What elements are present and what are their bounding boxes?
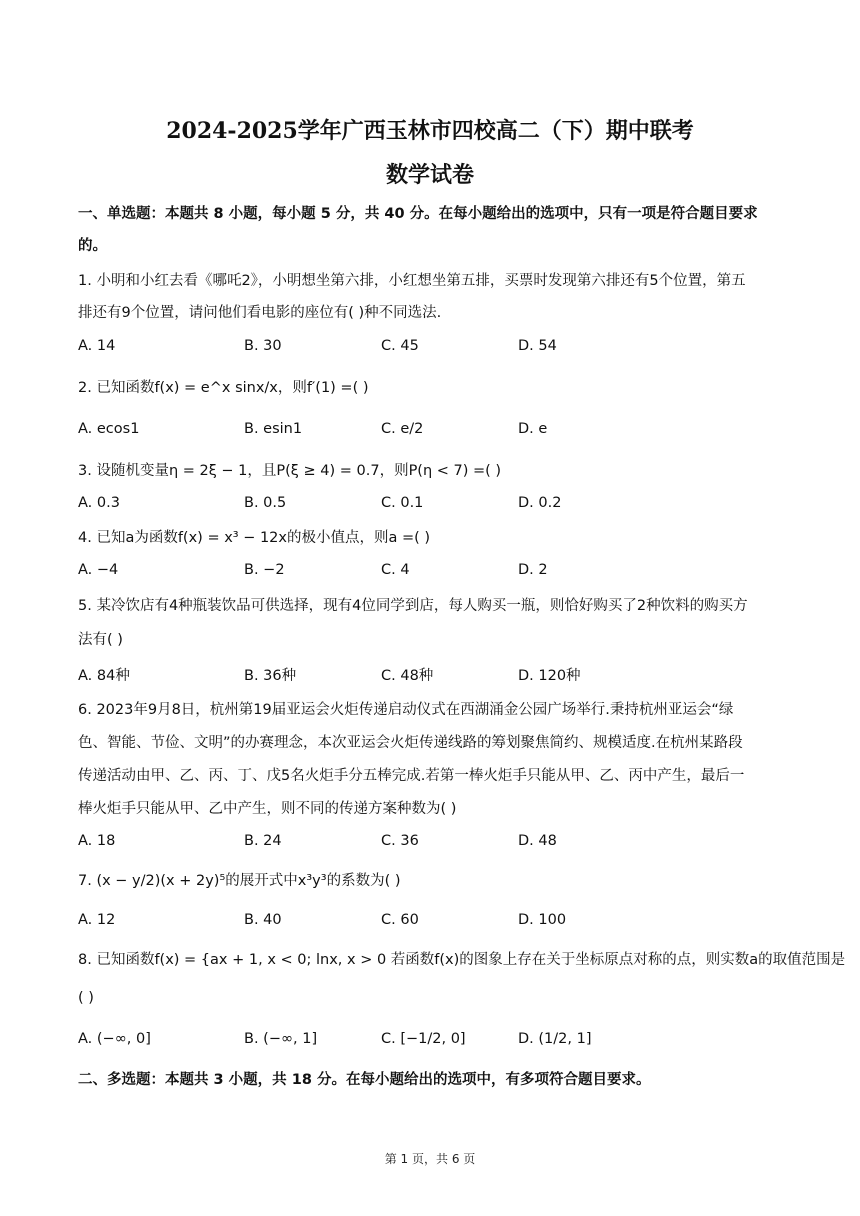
q5-option-b: B. 36种 [244,668,297,684]
q4-option-b: B. −2 [244,562,285,578]
section1-heading-line2: 的。 [78,238,107,254]
q7-option-a: A. 12 [78,912,116,928]
q6-line4: 棒火炬手只能从甲、乙中产生，则不同的传递方案种数为( ) [78,801,457,817]
q7-option-d: D. 100 [518,912,567,928]
q8-line1: 8. 已知函数f(x) = {ax + 1, x < 0; lnx, x > 0 若函数f(x)的图象上存在关于坐标原点对称的点，则实数a的取值范围是 [78,952,846,968]
q5-option-c: C. 48种 [381,668,434,684]
q3-option-d: D. 0.2 [518,495,562,511]
q8-line2: ( ) [78,990,94,1006]
q1-option-d: D. 54 [518,338,557,354]
q7-line1: 7. (x − y/2)(x + 2y)⁵的展开式中x³y³的系数为( ) [78,873,401,889]
q8-option-d: D. (1/2, 1] [518,1031,592,1047]
q2-option-a: A. ecos1 [78,421,140,437]
q1-option-c: C. 45 [381,338,419,354]
section2-heading: 二、多选题：本题共 3 小题，共 18 分。在每小题给出的选项中，有多项符合题目要求。 [78,1072,651,1088]
q4-option-a: A. −4 [78,562,119,578]
q4-option-d: D. 2 [518,562,548,578]
exam-subtitle: 数学试卷 [385,162,474,188]
page-number: 第 1 页，共 6 页 [384,1152,476,1166]
q8-option-a: A. (−∞, 0] [78,1031,151,1047]
section1-heading-line1: 一、单选题：本题共 8 小题，每小题 5 分，共 40 分。在每小题给出的选项中，只有一项是符合题目要求 [78,206,758,222]
q4-option-c: C. 4 [381,562,410,578]
q2-option-c: C. e/2 [381,421,424,437]
q1-option-b: B. 30 [244,338,282,354]
exam-title: 2024-2025学年广西玉林市四校高二（下）期中联考 [166,118,694,144]
q2-option-b: B. esin1 [244,421,303,437]
q1-line2: 排还有9个位置，请问他们看电影的座位有( )种不同选法. [78,305,442,321]
q5-line2: 法有( ) [78,632,123,648]
q7-option-c: C. 60 [381,912,419,928]
q5-option-a: A. 84种 [78,668,130,684]
q3-line1: 3. 设随机变量η = 2ξ − 1，且P(ξ ≥ 4) = 0.7，则P(η < 7) =( ) [78,463,502,479]
q6-line1: 6. 2023年9月8日，杭州第19届亚运会火炬传递启动仪式在西湖涌金公园广场举行.秉持杭州亚运会“绿 [78,702,734,718]
q8-option-c: C. [−1/2, 0] [381,1031,466,1047]
q5-line1: 5. 某冷饮店有4种瓶装饮品可供选择，现有4位同学到店，每人购买一瓶，则恰好购买了2种饮料的购买方 [78,598,748,614]
q7-option-b: B. 40 [244,912,282,928]
q6-line3: 传递活动由甲、乙、丙、丁、戊5名火炬手分五棒完成.若第一棒火炬手只能从甲、乙、丙中产生，最后一 [78,768,745,784]
q4-line1: 4. 已知a为函数f(x) = x³ − 12x的极小值点，则a =( ) [78,530,431,546]
q2-line1: 2. 已知函数f(x) = e^x sinx/x，则f′(1) =( ) [78,380,369,396]
q6-option-a: A. 18 [78,833,116,849]
q1-option-a: A. 14 [78,338,116,354]
q6-option-d: D. 48 [518,833,557,849]
q8-option-b: B. (−∞, 1] [244,1031,318,1047]
q5-option-d: D. 120种 [518,668,581,684]
q6-option-c: C. 36 [381,833,419,849]
q3-option-b: B. 0.5 [244,495,287,511]
q6-line2: 色、智能、节俭、文明”的办赛理念，本次亚运会火炬传递线路的筹划聚焦简约、规模适度.在杭州某路段 [78,735,743,751]
q3-option-a: A. 0.3 [78,495,120,511]
q1-line1: 1. 小明和小红去看《哪吒2》，小明想坐第六排，小红想坐第五排，买票时发现第六排还有5个位置，第五 [78,273,746,289]
q3-option-c: C. 0.1 [381,495,424,511]
q2-option-d: D. e [518,421,548,437]
q6-option-b: B. 24 [244,833,282,849]
